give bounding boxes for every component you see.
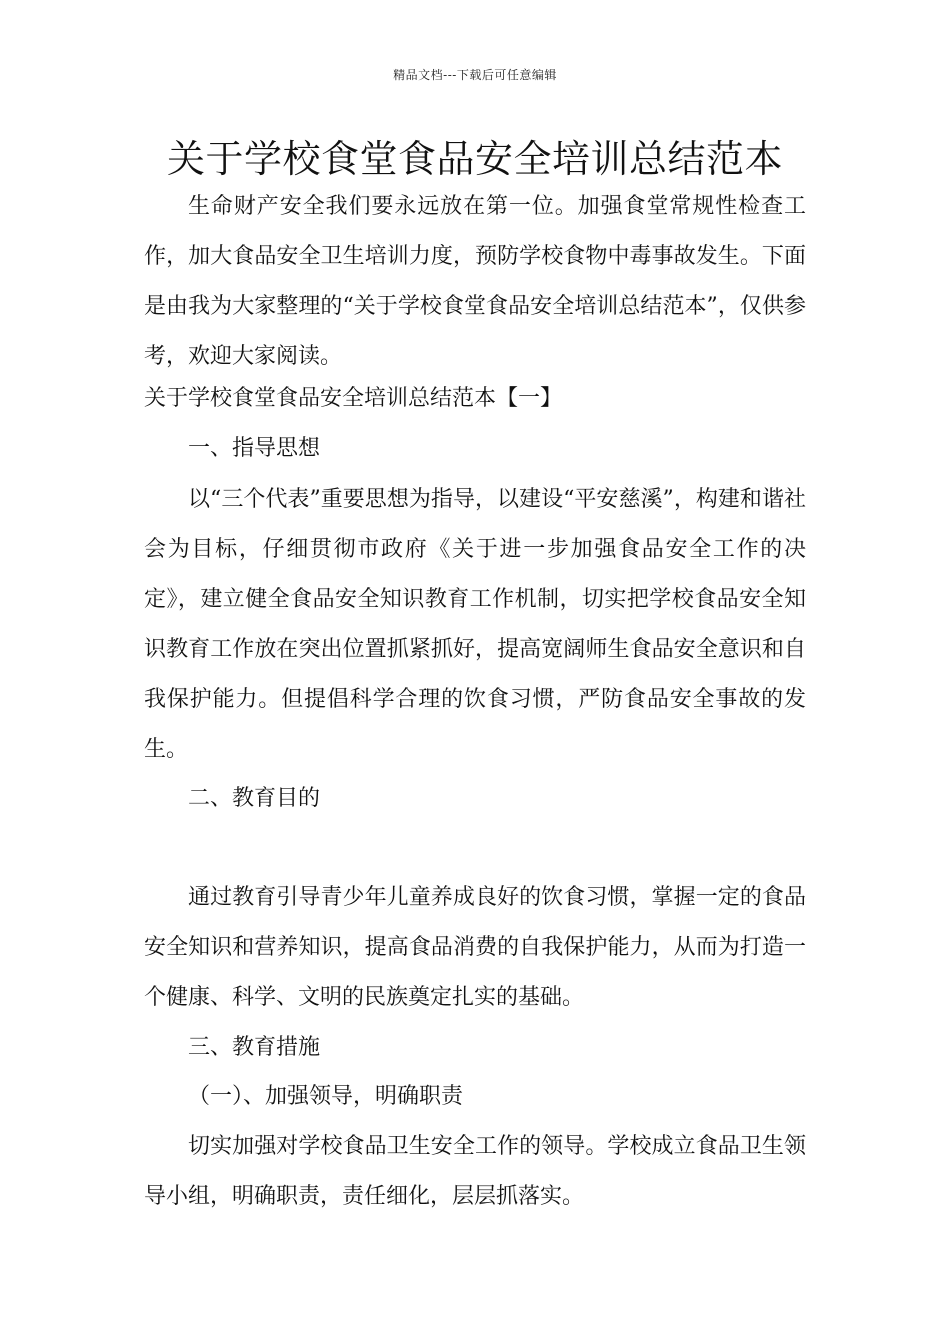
page-header: 精品文档---下载后可任意编辑 — [393, 68, 557, 82]
heading-education-measures: 三、教育措施 — [188, 1035, 321, 1060]
paragraph-guiding-ideology: 以“三个代表”重要思想为指导，以建设“平安慈溪”，构建和谐社会为目标，仔细贯彻市政府《关于进一步加强食品安全工作的决定》，建立健全食品安全知识教育工作机制，切实把学校食品安全知识教育工作放在突出位置抓紧抓好，提高宽阔师生食品安全意识和自我保护能力。但提倡科学合理的饮食习惯，严防食品安全事故的发生。 — [144, 487, 806, 762]
heading-education-purpose: 二、教育目的 — [188, 786, 321, 811]
document-title: 关于学校食堂食品安全培训总结范本 — [166, 137, 783, 181]
paragraph-leadership: 切实加强对学校食品卫生安全工作的领导。学校成立食品卫生领导小组，明确职责，责任细化，层层抓落实。 — [144, 1134, 806, 1209]
subheading-leadership: （一）、加强领导，明确职责 — [188, 1084, 464, 1109]
section-title: 关于学校食堂食品安全培训总结范本【一】 — [144, 386, 563, 411]
intro-paragraph: 生命财产安全我们要永远放在第一位。加强食堂常规性检查工作，加大食品安全卫生培训力度，预防学校食物中毒事故发生。下面是由我为大家整理的“关于学校食堂食品安全培训总结范本”，仅供参考，欢迎大家阅读。 — [144, 194, 806, 369]
heading-guiding-ideology: 一、指导思想 — [188, 436, 321, 461]
paragraph-education-purpose: 通过教育引导青少年儿童养成良好的饮食习惯，掌握一定的食品安全知识和营养知识，提高食品消费的自我保护能力，从而为打造一个健康、科学、文明的民族奠定扎实的基础。 — [144, 885, 806, 1010]
